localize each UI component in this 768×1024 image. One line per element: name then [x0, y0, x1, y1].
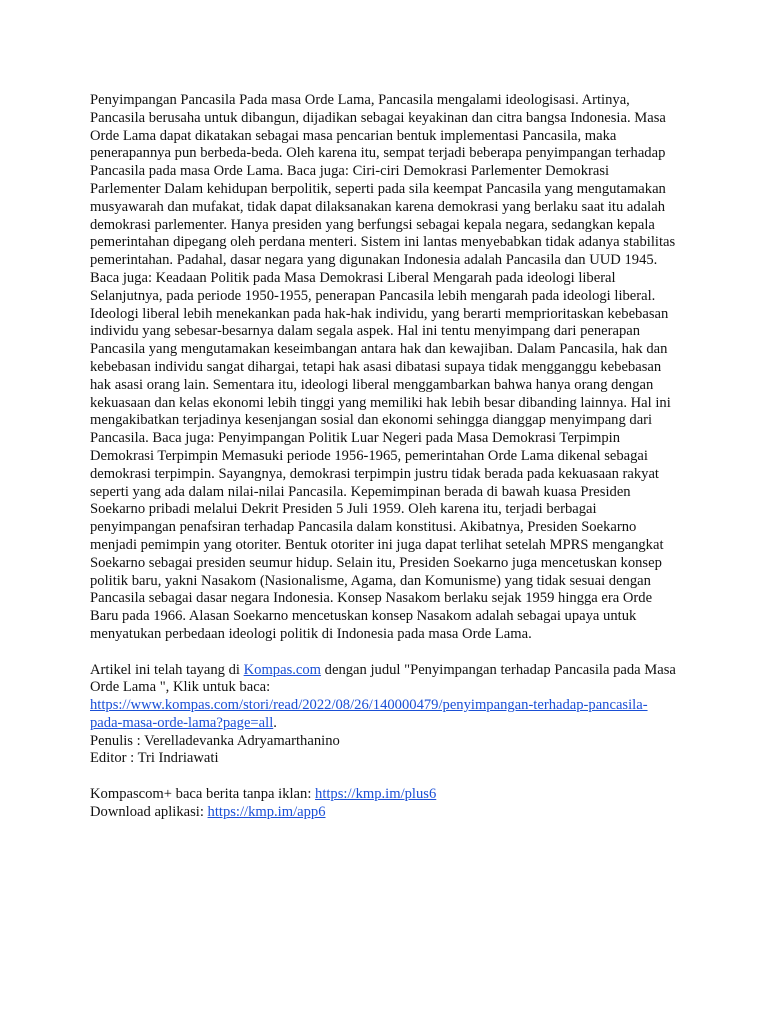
source-block [90, 662, 680, 769]
app-promo [90, 804, 680, 822]
article-body: Penyimpangan Pancasila Pada masa Orde Lama, Pancasila mengalami ideologisasi. Artinya, Pancasila berusaha untuk dibangun, dijadikan sebagai keyakinan dan citra bangsa Indonesia. Masa Orde Lama dapat dikatakan sebagai masa pencarian bentuk implementasi Pancasila, maka penerapannya pun berbeda-beda. Oleh karena itu, sempat terjadi beberapa penyimpangan terhadap Pancasila pada masa Orde Lama. Baca juga: Ciri-ciri Demokrasi Parlementer Demokrasi Parlementer Dalam kehidupan berpolitik, seperti pada sila keempat Pancasila yang mengutamakan musyawarah dan mufakat, tidak dapat dilaksanakan karena demokrasi yang berlaku saat itu adalah demokrasi parlementer. Hanya presiden yang berfungsi sebagai kepala negara, sedangkan kepala pemerintahan dipegang oleh perdana menteri. Sistem ini lantas menyebabkan tidak adanya stabilitas pemerintahan. Padahal, dasar negara yang digunakan Indonesia adalah Pancasila dan UUD 1945. Baca juga: Keadaan Politik pada Masa Demokrasi Liberal Mengarah pada ideologi liberal Selanjutnya, pada periode 1950-1955, penerapan Pancasila lebih mengarah pada ideologi liberal. Ideologi liberal lebih menekankan pada hak-hak individu, yang berarti memprioritaskan kebebasan individu yang sebesar-besarnya dalam segala aspek. Hal ini tentu menyimpang dari penerapan Pancasila yang mengutamakan keseimbangan antara hak dan kewajiban. Dalam Pancasila, hak dan kebebasan individu sangat dihargai, tetapi hak asasi dibatasi supaya tidak mengganggu kebebasan hak asasi orang lain. Sementara itu, ideologi liberal menggambarkan bahwa hanya orang dengan kekuasaan dan kelas ekonomi lebih tinggi yang memiliki hak lebih besar dibanding lainnya. Hal ini mengakibatkan terjadinya kesenjangan sosial dan ekonomi sehingga dianggap menyimpang dari Pancasila. Baca juga: Penyimpangan Politik Luar Negeri pada Masa Demokrasi Terpimpin Demokrasi Terpimpin Memasuki periode 1956-1965, pemerintahan Orde Lama dikenal sebagai demokrasi terpimpin. Sayangnya, demokrasi terpimpin justru tidak berada pada kekuasaan rakyat seperti yang ada dalam nilai-nilai Pancasila. Kepemimpinan berada di bawah kuasa Presiden Soekarno pribadi melalui Dekrit Presiden 5 Juli 1959. Oleh karena itu, terjadi berbagai penyimpangan penafsiran terhadap Pancasila dalam konstitusi. Akibatnya, Presiden Soekarno menjadi pemimpin yang otoriter. Bentuk otoriter ini juga dapat terlihat setelah MPRS mengangkat Soekarno sebagai presiden seumur hidup. Selain itu, Presiden Soekarno juga mencetuskan konsep politik baru, yakni Nasakom (Nasionalisme, Agama, dan Komunisme) yang tidak sesuai dengan Pancasila sebagai dasar negara Indonesia. Konsep Nasakom berlaku sejak 1959 hingga era Orde Baru pada 1966. Alasan Soekarno mencetuskan konsep Nasakom adalah sebagai upaya untuk menyatukan perbedaan ideologi politik di Indonesia pada masa Orde Lama. [90, 92, 676, 642]
plus-promo-label: Kompascom+ baca berita tanpa iklan: [90, 786, 316, 803]
source-title-text: dengan judul "Penyimpangan terhadap Pancasila pada Masa Orde Lama ", Klik untuk baca: [90, 661, 676, 696]
app-link[interactable]: https://kmp.im/app6 [207, 803, 326, 820]
article-url-link[interactable] [90, 697, 648, 731]
kompas-site-link[interactable]: Kompas.com [243, 661, 322, 678]
writer-credit: Penulis : Verelladevanka Adryamarthanino [90, 732, 340, 749]
source-prefix: Artikel ini telah tayang di [90, 661, 244, 678]
promo-block [90, 786, 680, 822]
editor-credit: Editor : Tri Indriawati [90, 750, 219, 767]
plus-link[interactable]: https://kmp.im/plus6 [315, 786, 437, 803]
article-url-line [90, 697, 680, 733]
app-promo-label: Download aplikasi: [90, 803, 208, 820]
document-page [90, 92, 680, 839]
url-suffix: . [273, 714, 277, 731]
plus-promo [90, 786, 680, 804]
article-url-part-1: https://www.kompas.com/stori/read/2022/08/26/140000479/penyimpangan-terhadap-pancasila- [90, 697, 648, 714]
article-url-part-2: pada-masa-orde-lama?page=all [90, 714, 274, 731]
source-sentence [90, 662, 680, 698]
